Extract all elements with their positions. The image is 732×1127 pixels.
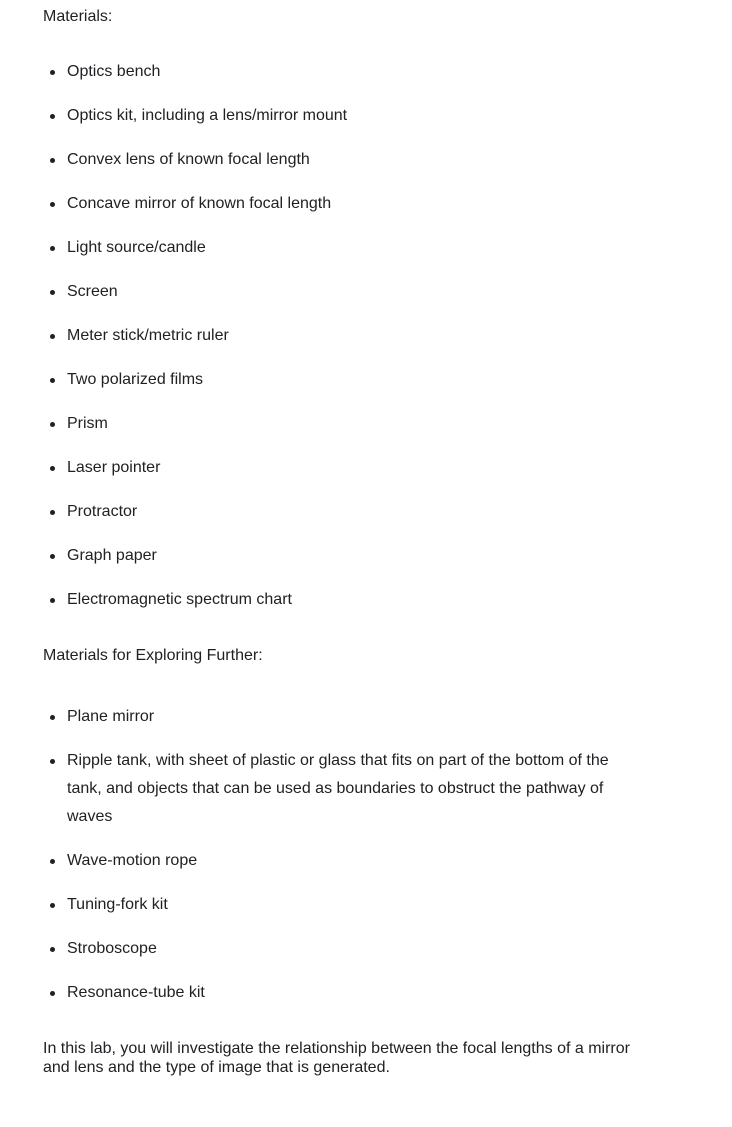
list-item: Optics kit, including a lens/mirror mount xyxy=(43,102,643,130)
list-item: Protractor xyxy=(43,498,643,526)
further-materials-heading: Materials for Exploring Further: xyxy=(43,647,263,664)
list-item: Plane mirror xyxy=(43,703,643,731)
list-item: Tuning-fork kit xyxy=(43,891,643,919)
list-item: Electromagnetic spectrum chart xyxy=(43,586,643,614)
list-item: Optics bench xyxy=(43,58,643,86)
list-item: Laser pointer xyxy=(43,454,643,482)
further-materials-list xyxy=(43,703,643,1023)
list-item: Meter stick/metric ruler xyxy=(43,322,643,350)
list-item: Graph paper xyxy=(43,542,643,570)
materials-heading: Materials: xyxy=(43,8,113,25)
list-item: Prism xyxy=(43,410,643,438)
list-item: Screen xyxy=(43,278,643,306)
intro-paragraph: In this lab, you will investigate the relationship between the focal lengths of a mirror and lens and the type of image that is generated. xyxy=(43,1040,630,1076)
list-item: Convex lens of known focal length xyxy=(43,146,643,174)
list-item: Light source/candle xyxy=(43,234,643,262)
list-item: Resonance-tube kit xyxy=(43,979,643,1007)
list-item: Stroboscope xyxy=(43,935,643,963)
list-item: Two polarized films xyxy=(43,366,643,394)
list-item: Concave mirror of known focal length xyxy=(43,190,643,218)
list-item: Ripple tank, with sheet of plastic or glass that fits on part of the bottom of the tank, and objects that can be used as boundaries to obstruct the pathway of waves xyxy=(43,747,627,831)
materials-list xyxy=(43,58,643,630)
list-item: Wave-motion rope xyxy=(43,847,643,875)
